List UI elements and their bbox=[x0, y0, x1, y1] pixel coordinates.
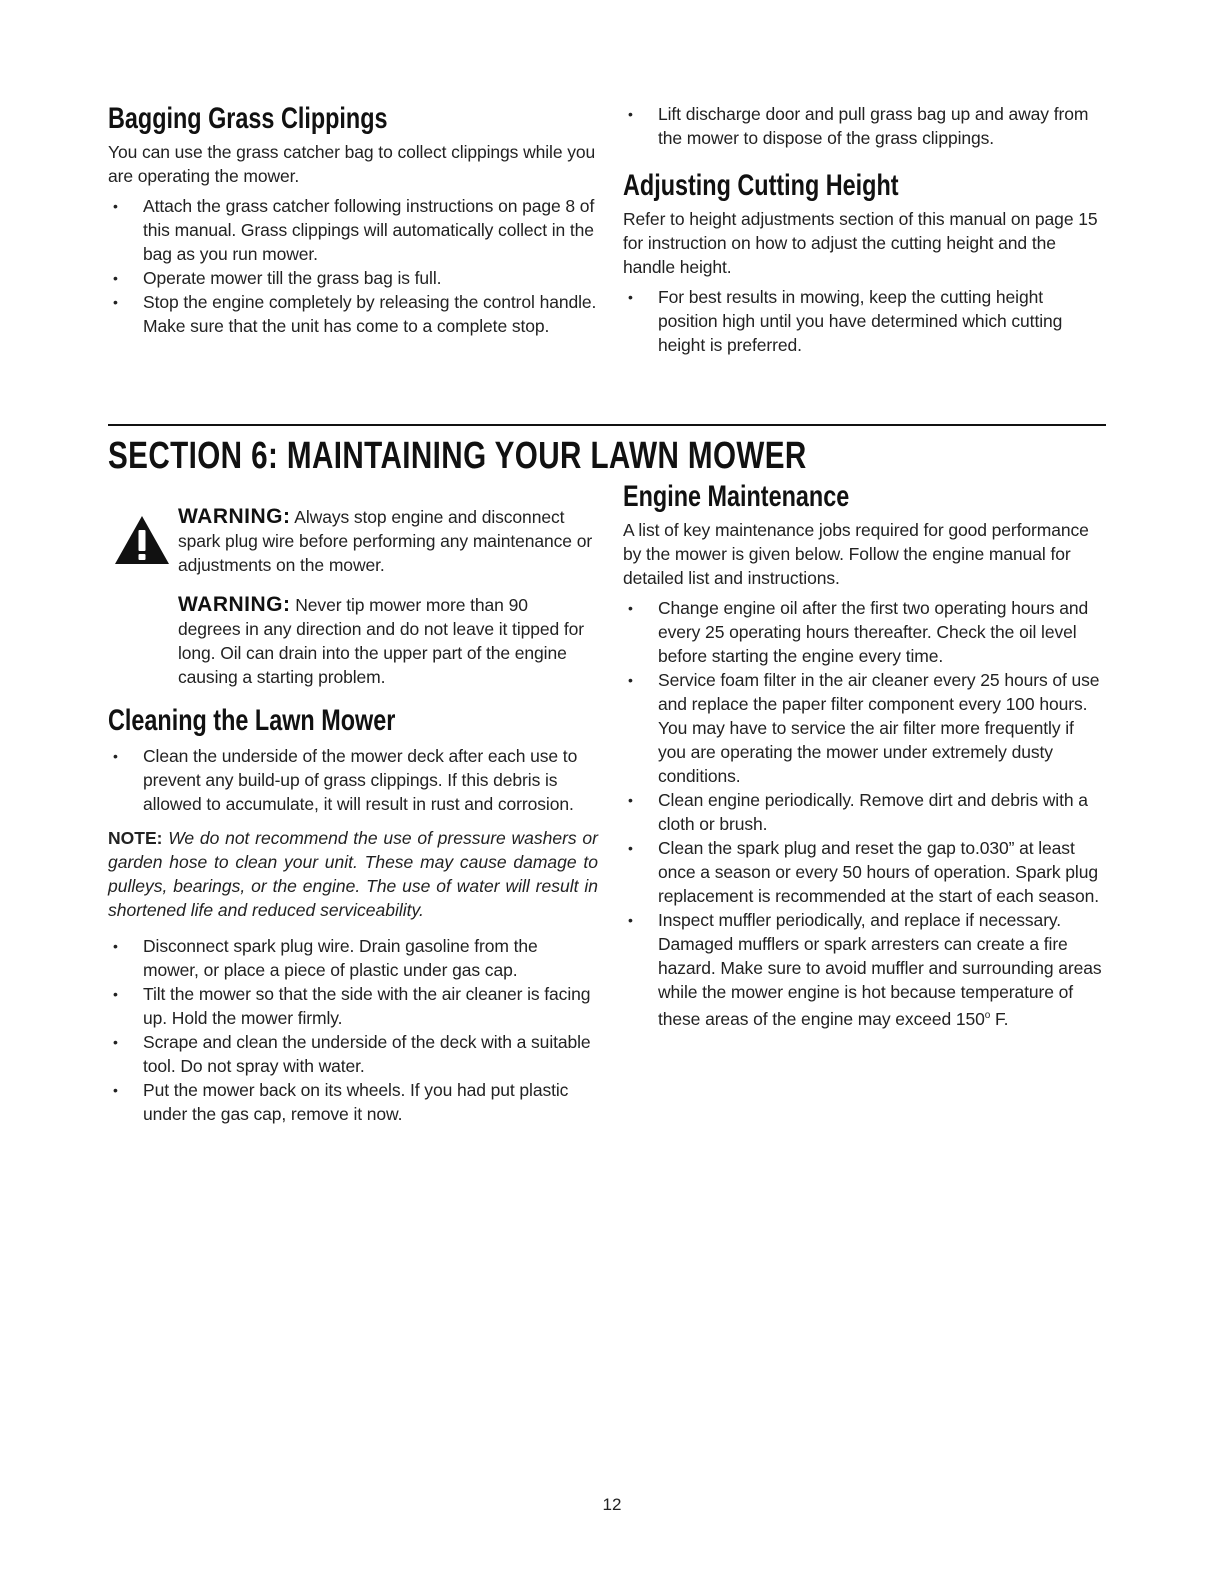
list-item: • Lift discharge door and pull grass bag up and away from the mower to dispose of the grass clippings. bbox=[628, 104, 1089, 148]
warning-label: WARNING: bbox=[178, 505, 291, 528]
list-item: • Service foam filter in the air cleaner every 25 hours of use and replace the paper filter component every 100 hours. You may have to service the air filter more frequently if you are operating the mower under extremely dusty conditions. bbox=[628, 670, 1100, 786]
engine-list bbox=[623, 596, 1105, 1031]
cleaning-heading: Cleaning the Lawn Mower bbox=[108, 704, 396, 737]
list-item: • Clean the spark plug and reset the gap to.030” at least once a season or every 50 hours of operation. Spark plug replacement is recommended at the start of each season. bbox=[628, 838, 1099, 906]
section-divider bbox=[108, 424, 1106, 426]
list-item: • Disconnect spark plug wire. Drain gasoline from the mower, or place a piece of plastic under gas cap. bbox=[113, 936, 538, 980]
cleaning-note: NOTE: We do not recommend the use of pressure washers or garden hose to clean your unit. These may cause damage to pulleys, bearings, or the engine. The use of water will result in shortened life and reduced serviceability. bbox=[108, 828, 598, 920]
list-item: • Scrape and clean the underside of the deck with a suitable tool. Do not spray with water. bbox=[113, 1032, 591, 1076]
page-number: 12 bbox=[602, 1495, 622, 1514]
warning-label: WARNING: bbox=[178, 593, 291, 616]
warning-text: Always stop engine and disconnect spark plug wire before performing any maintenance or adjustments on the mower. bbox=[178, 507, 593, 575]
bagging-intro: You can use the grass catcher bag to collect clippings while you are operating the mower. bbox=[108, 142, 596, 186]
cutting-height-intro: Refer to height adjustments section of this manual on page 15 for instruction on how to adjust the cutting height and the handle height. bbox=[623, 209, 1098, 277]
warning-text: Never tip mower more than 90 degrees in any direction and do not leave it tipped for long. Oil can drain into the upper part of the engine causing a starting problem. bbox=[178, 595, 585, 687]
list-item: • Clean the underside of the mower deck after each use to prevent any build-up of grass clippings. If this debris is allowed to accumulate, it will result in rust and corrosion. bbox=[113, 746, 578, 814]
engine-intro: A list of key maintenance jobs required for good performance by the mower is given below. Follow the engine manual for detailed list and instructions. bbox=[623, 520, 1089, 588]
list-item: • Stop the engine completely by releasing the control handle. Make sure that the unit has come to a complete stop. bbox=[113, 292, 597, 336]
warning-icon bbox=[113, 514, 171, 566]
warning-1 bbox=[178, 505, 593, 577]
degree-mark: o bbox=[984, 1010, 991, 1021]
engine-section bbox=[623, 478, 1105, 1031]
list-item: • Change engine oil after the first two operating hours and every 25 operating hours thereafter. Check the oil level before starting the engine every time. bbox=[628, 598, 1089, 666]
bagging-list bbox=[108, 194, 598, 338]
right-top-column bbox=[623, 102, 1105, 357]
cleaning-list bbox=[108, 744, 598, 816]
cutting-height-list bbox=[623, 285, 1105, 357]
list-item: • For best results in mowing, keep the cutting height position high until you have determined which cutting height is preferred. bbox=[628, 287, 1063, 355]
section-title: SECTION 6: MAINTAINING YOUR LAWN MOWER bbox=[108, 435, 807, 477]
engine-heading: Engine Maintenance bbox=[623, 480, 850, 513]
list-item: • Put the mower back on its wheels. If you had put plastic under the gas cap, remove it now. bbox=[113, 1080, 569, 1124]
list-item: • Attach the grass catcher following instructions on page 8 of this manual. Grass clippings will automatically collect in the bag as you run mower. bbox=[113, 196, 595, 264]
list-item: • Clean engine periodically. Remove dirt and debris with a cloth or brush. bbox=[628, 790, 1088, 834]
bagging-heading: Bagging Grass Clippings bbox=[108, 102, 388, 135]
warning-2 bbox=[178, 593, 593, 689]
cleaning-section bbox=[108, 702, 598, 1126]
list-item: • Inspect muffler periodically, and replace if necessary. Damaged mufflers or spark arresters can create a fire hazard. Make sure to avoid muffler and surrounding areas while the mower engine is hot because temperature of these areas of the engine may exceed 150$^o$ F. bbox=[628, 910, 1102, 1029]
bagging-continued-list bbox=[623, 102, 1105, 150]
list-item: • Tilt the mower so that the side with the air cleaner is facing up. Hold the mower firmly. bbox=[113, 984, 591, 1028]
cutting-height-heading: Adjusting Cutting Height bbox=[623, 169, 899, 202]
list-item: • Operate mower till the grass bag is full. bbox=[113, 268, 442, 288]
cleaning-steps bbox=[108, 934, 598, 1126]
bagging-section bbox=[108, 100, 598, 338]
